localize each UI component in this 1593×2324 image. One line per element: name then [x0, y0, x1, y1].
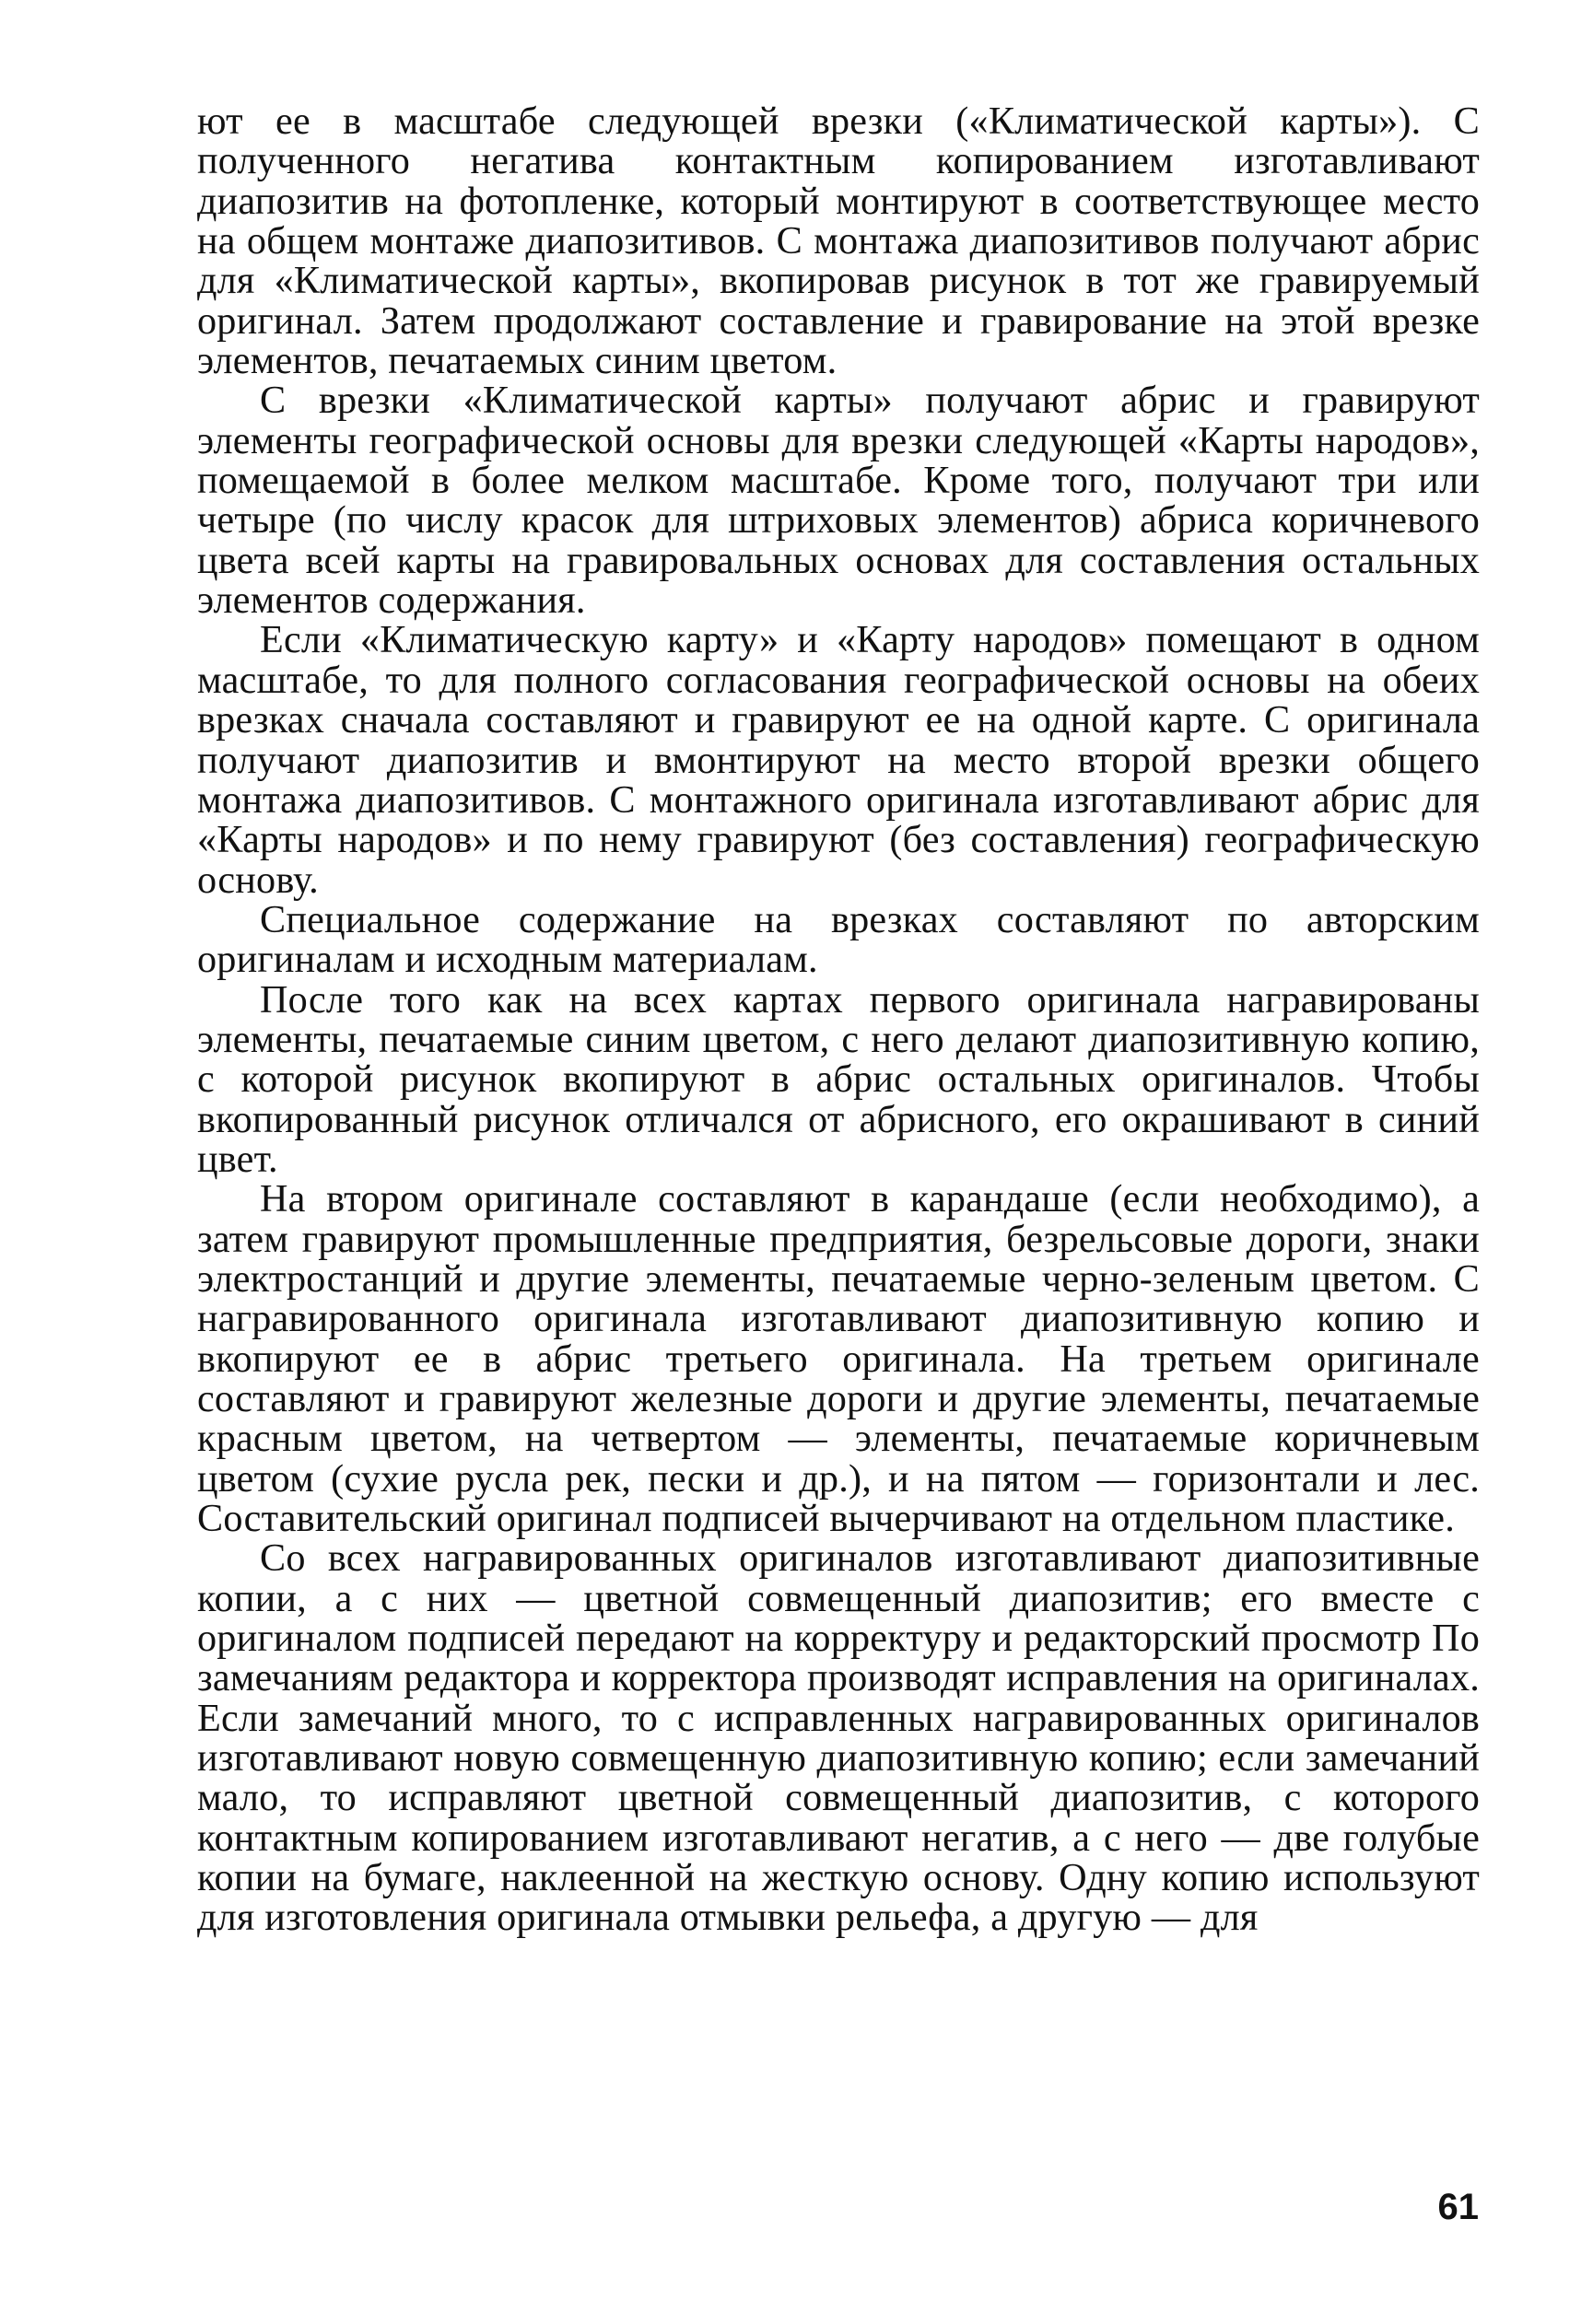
paragraph-4: Специальное содержание на врезках составляют по авторским оригиналам и исходным материалам.: [197, 897, 1480, 982]
page-number: 61: [1437, 2187, 1479, 2227]
paragraph-1: ют ее в масштабе следующей врезки («Климатической карты»). С полученного негатива контактным копированием изготавливают диапозитив на фотопленке, который монтируют в соответствующее место на общем монтаже диапозитивов. С монтажа диапозитивов получают абрис для «Климатической карты», вкопировав рисунок в тот же гравируемый оригинал. Затем продолжают составление и гравирование на этой врезке элементов, печатаемых синим цветом.: [197, 99, 1480, 383]
paragraph-2: С врезки «Климатической карты» получают абрис и гравируют элементы географической основы для врезки следующей «Карты народов», помещаемой в более мелком масштабе. Кроме того, получают три или четыре (по числу красок для штриховых элементов) абриса коричневого цвета всей карты на гравировальных основах для составления остальных элементов содержания.: [197, 379, 1480, 623]
body-text: [197, 101, 1480, 1938]
paragraph-7: Со всех награвированных оригиналов изготавливают диапозитивные копии, а с них — цветной совмещенный диапозитив; его вместе с оригиналом подписей передают на корректуру и редакторский просмотр По замечаниям редактора и корректора производят исправления на оригиналах. Если замечаний много, то с исправленных награвированных оригиналов изготавливают новую совмещенную диапозитивную копию; если замечаний мало, то исправляют цветной совмещенный диапозитив, с которого контактным копированием изготавливают негатив, а с него — две голубые копии на бумаге, наклеенной на жесткую основу. Одну копию используют для изготовления оригинала отмывки рельефа, а другую — для: [197, 1536, 1480, 1940]
paragraph-3: Если «Климатическую карту» и «Карту народов» помещают в одном масштабе, то для полного согласования географической основы на обеих врезках сначала составляют и гравируют ее на одной карте. С оригинала получают диапозитив и вмонтируют на место второй врезки общего монтажа диапозитивов. С монтажного оригинала изготавливают абрис для «Карты народов» и по нему гравируют (без составления) географическую основу.: [197, 618, 1480, 902]
paragraph-6: На втором оригинале составляют в карандаше (если необходимо), а затем гравируют промышленные предприятия, безрельсовые дороги, знаки электростанций и другие элементы, печатаемые черно-зеленым цветом. С награвированного оригинала изготавливают диапозитивную копию и вкопируют ее в абрис третьего оригинала. На третьем оригинале составляют и гравируют железные дороги и другие элементы, печатаемые красным цветом, на четвертом — элементы, печатаемые коричневым цветом (сухие русла рек, пески и др.), и на пятом — горизонтали и лес. Составительский оригинал подписей вычерчивают на отдельном пластике.: [197, 1177, 1480, 1541]
paragraph-5: После того как на всех картах первого оригинала награвированы элементы, печатаемые синим цветом, с него делают диапозитивную копию, с которой рисунок вкопируют в абрис остальных оригиналов. Чтобы вкопированный рисунок отличался от абрисного, его окрашивают в синий цвет.: [197, 977, 1480, 1181]
